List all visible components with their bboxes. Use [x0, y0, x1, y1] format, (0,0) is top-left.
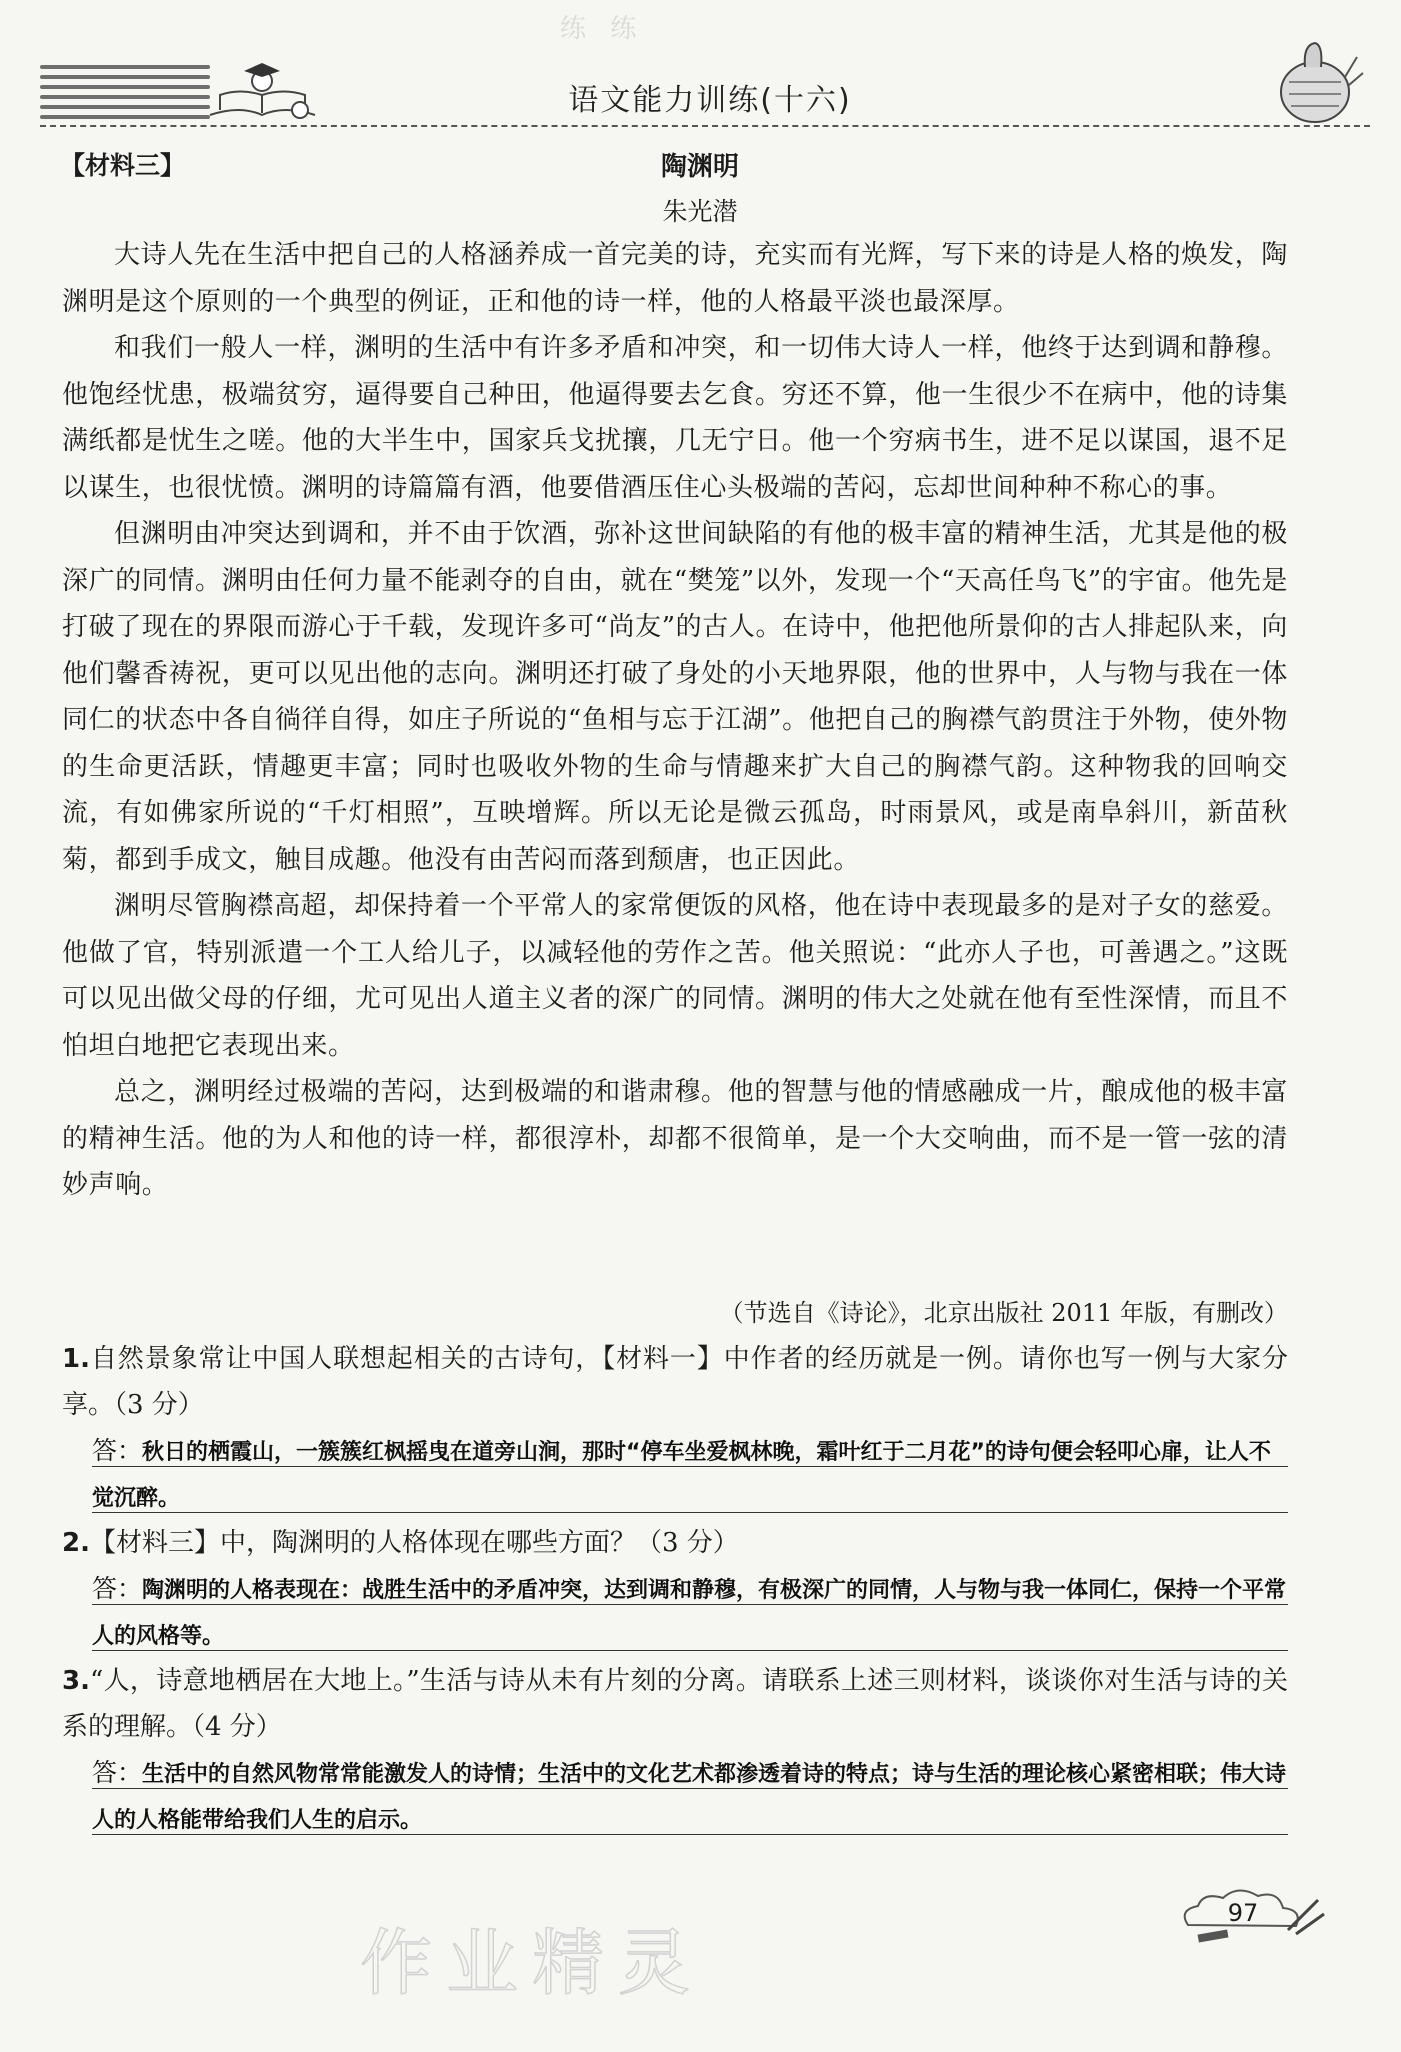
paragraph: 渊明尽管胸襟高超，却保持着一个平常人的家常便饭的风格，他在诗中表现最多的是对子女的慈爱。他做了官，特别派遣一个工人给儿子，以减轻他的劳作之苦。他关照说：“此亦人子也，可善遇之。”这既可以见出做父母的仔细，尤可见出人道主义者的深广的同情。渊明的伟大之处就在他有至性深情，而且不怕坦白地把它表现出来。	[62, 891, 1288, 1061]
answer-underline	[92, 1604, 1288, 1605]
answer-text: 陶渊明的人格表现在：战胜生活中的矛盾冲突，达到调和静穆，有极深广的同情，人与物与我一体同仁，保持一个平常人的风格等。	[92, 1578, 1287, 1649]
answer-underline	[92, 1650, 1288, 1651]
answer-text: 生活中的自然风物常常能激发人的诗情；生活中的文化艺术都渗透着诗的特点；诗与生活的理论核心紧密相联；伟大诗人的人格能带给我们人生的启示。	[92, 1762, 1287, 1833]
paragraph: 但渊明由冲突达到调和，并不由于饮酒，弥补这世间缺陷的有他的极丰富的精神生活，尤其是他的极深广的同情。渊明由任何力量不能剥夺的自由，就在“樊笼”以外，发现一个“天高任鸟飞”的宇宙。他先是打破了现在的界限而游心于千载，发现许多可“尚友”的古人。在诗中，他把他所景仰的古人排起队来，向他们馨香祷祝，更可以见出他的志向。渊明还打破了身处的小天地界限，他的世界中，人与物与我在一体同仁的状态中各自徜徉自得，如庄子所说的“鱼相与忘于江湖”。他把自己的胸襟气韵贯注于外物，使外物的生命更活跃，情趣更丰富；同时也吸收外物的生命与情趣来扩大自己的胸襟气韵。这种物我的回响交流，有如佛家所说的“千灯相照”，互映增辉。所以无论是微云孤岛，时雨景风，或是南阜斜川，新苗秋菊，都到手成文，触目成趣。他没有由苦闷而落到颓唐，也正因此。	[62, 519, 1289, 875]
material-label: 【材料三】	[60, 151, 186, 180]
question-3	[62, 1658, 1288, 1750]
article-body	[62, 232, 1288, 1209]
page-title: 语文能力训练(十六)	[568, 83, 852, 118]
header-dashed-rule	[40, 125, 1370, 127]
answer-2	[92, 1566, 1288, 1660]
answer-underline	[92, 1788, 1288, 1789]
paragraph: 和我们一般人一样，渊明的生活中有许多矛盾和冲突，和一切伟大诗人一样，他终于达到调和静穆。他饱经忧患，极端贫穷，逼得要自己种田，他逼得要去乞食。穷还不算，他一生很少不在病中，他的诗集满纸都是忧生之嗟。他的大半生中，国家兵戈扰攘，几无宁日。他一个穷病书生，进不足以谋国，退不足以谋生，也很忧愤。渊明的诗篇篇有酒，他要借酒压住心头极端的苦闷，忘却世间种种不称心的事。	[62, 333, 1288, 503]
answer-3	[92, 1750, 1288, 1844]
graduate-book-icon	[200, 55, 330, 125]
question-text: “人，诗意地栖居在大地上。”生活与诗从未有片刻的分离。请联系上述三则材料，谈谈你对生活与诗的关系的理解。（4 分）	[62, 1666, 1288, 1742]
page-header	[40, 55, 1370, 135]
page-number: 97	[1227, 1899, 1259, 1927]
answer-label: 答：	[92, 1574, 143, 1603]
question-number: 2.	[62, 1528, 90, 1558]
bleed-through-text: 练 练	[560, 14, 645, 44]
source-citation: （节选自《诗论》，北京出版社 2011 年版，有删改）	[719, 1299, 1288, 1327]
answer-text: 秋日的栖霞山，一簇簇红枫摇曳在道旁山涧，那时“停车坐爱枫林晚，霜叶红于二月花”的诗句便会轻叩心扉，让人不觉沉醉。	[92, 1440, 1271, 1511]
paragraph: 大诗人先在生活中把自己的人格涵养成一首完美的诗，充实而有光辉，写下来的诗是人格的焕发，陶渊明是这个原则的一个典型的例证，正和他的诗一样，他的人格最平淡也最深厚。	[62, 240, 1288, 317]
answer-underline	[92, 1512, 1288, 1513]
answer-label: 答：	[92, 1436, 143, 1465]
question-1	[62, 1336, 1288, 1428]
article-author: 朱光潜	[662, 197, 738, 226]
header-stripes	[40, 65, 210, 125]
question-text: 自然景象常让中国人联想起相关的古诗句，【材料一】中作者的经历就是一例。请你也写一例与大家分享。（3 分）	[62, 1344, 1288, 1420]
question-number: 3.	[62, 1666, 90, 1696]
question-number: 1.	[62, 1344, 90, 1374]
article-title: 陶渊明	[660, 152, 739, 182]
question-2	[62, 1520, 1288, 1566]
thumbs-up-icon	[1265, 37, 1365, 132]
answer-underline	[92, 1466, 1288, 1467]
paragraph: 总之，渊明经过极端的苦闷，达到极端的和谐肃穆。他的智慧与他的情感融成一片，酿成他的极丰富的精神生活。他的为人和他的诗一样，都很淳朴，却都不很简单，是一个大交响曲，而不是一管一弦的清妙声响。	[62, 1077, 1288, 1200]
watermark: 作业精灵	[360, 1921, 705, 2005]
answer-label: 答：	[92, 1758, 143, 1787]
answer-underline	[92, 1834, 1288, 1835]
answer-1	[92, 1428, 1288, 1522]
question-text: 【材料三】中，陶渊明的人格体现在哪些方面？（3 分）	[89, 1528, 739, 1558]
